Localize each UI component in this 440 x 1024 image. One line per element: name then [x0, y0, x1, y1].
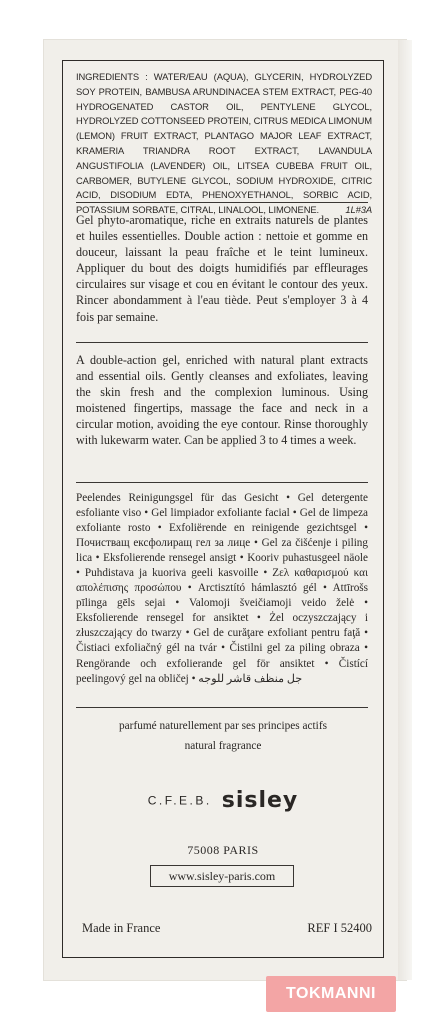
- box-side-edge: [398, 40, 412, 980]
- ingredients-list: [76, 70, 372, 218]
- batch-code: 1L#3A: [345, 204, 372, 216]
- fragrance-note-en: natural fragrance: [184, 740, 262, 752]
- divider: [76, 482, 368, 483]
- french-description: Gel phyto-aromatique, riche en extraits naturels de plantes et huiles essentielles. Double action : nettoie et gomme en douceur, laissant la peau fraîche et le teint lumineux. Appliquer du bout des doigts humidifiés par effleurages circulaires sur visage et cou en évitant le contour des yeux. Rincer abondamment à l'eau tiède. Peut s'employer 3 à 4 fois par semaine.: [76, 213, 368, 324]
- brand-logo: [62, 788, 384, 813]
- website-box: www.sisley-paris.com: [150, 865, 294, 887]
- reference-number: REF I 52400: [307, 921, 372, 935]
- english-description: A double-action gel, enriched with natural plant extracts and essential oils. Gently cleanses and exfoliates, leaving the skin fresh and the complexion luminous. Using moistened fingertips, massage the face and neck in a circular motion, avoiding the eye contour. Rinse thoroughly with lukewarm water. Can be applied 3 to 4 times a week.: [76, 353, 368, 448]
- product-name-translations: Peelendes Reinigungsgel für das Gesicht • Gel detergente esfoliante viso • Gel limpiador exfoliante facial • Gel de limpeza exfoliante rosto • Exfoliërende en reinigende gezichtsgel • Почистващ ексфолиращ гел за лице • Gel za čišćenje i piling lica • Eksfolierende rensegel ansigt • Kooriv puhastusgeel näole • Puhdistava ja kuoriva geeli kasvoille • Ζελ καθαρισμού και απολέπισης προσώπου • Arctisztító hámlasztó gél • Attīrošs pīlinga gēls sejai • Valomoji šveičiamoji veido želė • Eksfolierende rensegel for ansiktet • Żel oczyszczający i złuszczający do twarzy • Gel de curăţare exfoliant pentru faţă • Čistiaci exfoliačný gél na tvár • Čistilni gel za piling obraza • Rengörande och exfolierande gel för ansiktet • Čistící peelingový gel na obličej • جل منظف قاشر للوجه: [76, 492, 368, 685]
- ingredients-text: INGREDIENTS : WATER/EAU (AQUA), GLYCERIN, HYDROLYZED SOY PROTEIN, BAMBUSA ARUNDINACEA STEM EXTRACT, PEG-40 HYDROGENATED CASTOR OIL, PENTYLENE GLYCOL, HYDROLYZED COTTONSEED PROTEIN, CITRUS MEDICA LIMONUM (LEMON) FRUIT EXTRACT, PLANTAGO MAJOR LEAF EXTRACT, KRAMERIA TRIANDRA ROOT EXTRACT, LAVANDULA ANGUSTIFOLIA (LAVENDER) OIL, LITSEA CUBEBA FRUIT OIL, CARBOMER, BUTYLENE GLYCOL, SODIUM HYDROXIDE, CITRIC ACID, DISODIUM EDTA, PHENOXYETHANOL, SORBIC ACID, POTASSIUM SORBATE, CITRAL, LINALOOL, LIMONENE.: [76, 71, 372, 216]
- brand-address: 75008 PARIS: [187, 843, 259, 857]
- divider: [76, 707, 368, 708]
- sisley-logo: sisley: [221, 788, 299, 813]
- divider: [76, 342, 368, 343]
- tokmanni-logo: TOKMANNI: [266, 976, 396, 1012]
- made-in-label: Made in France: [82, 921, 161, 935]
- cfeb-mark: C.F.E.B.: [147, 793, 212, 808]
- divider: [76, 202, 368, 203]
- fragrance-note: [62, 716, 384, 756]
- fragrance-note-fr: parfumé naturellement par ses principes actifs: [119, 720, 327, 732]
